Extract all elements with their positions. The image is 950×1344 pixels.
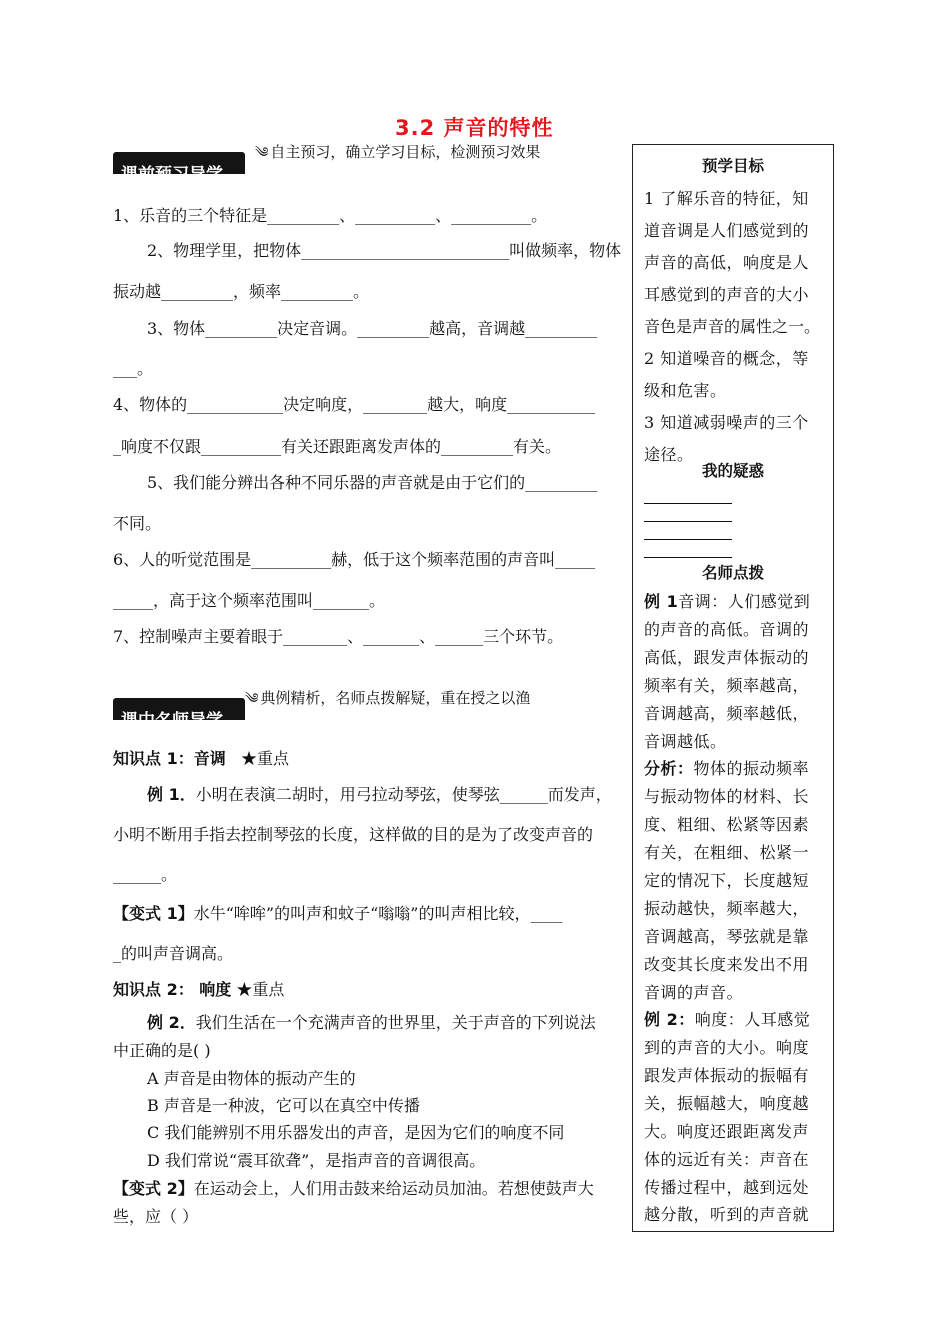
variant-2-line1 [113,1176,594,1199]
tip-line: 定的情况下，长度越短 [644,871,810,890]
tips-heading: 名师点拨 [701,564,764,582]
tip-text: 响度：人耳感觉 [694,1010,811,1029]
doubt-blank-line [644,557,732,558]
var1-label: 【变式 1】 [113,904,194,923]
goal-line: 途径。 [644,445,694,464]
goal-line: 3 知道减弱噪声的三个 [644,413,809,432]
tip-line: 改变其长度来发出不用 [644,955,810,974]
example-1-line1 [147,782,612,805]
example-2-line1 [147,1010,596,1033]
tip-line [644,1007,810,1030]
tip-line: 与振动物体的材料、长 [644,787,810,806]
tip-line: 的声音的高低。音调的 [644,620,810,639]
knowledge-point-1 [113,746,289,769]
banner-class-tag [245,682,530,722]
page-title: 3.2 声音的特性 [395,116,554,140]
ex2-text1: 我们生活在一个充满声音的世界里，关于声音的下列说法 [195,1013,596,1032]
banner-preview-text: 自主预习，确立学习目标，检测预习效果 [270,143,541,161]
goals-heading: 预学目标 [701,157,764,175]
variant-1-line1 [113,901,562,924]
var2-label: 【变式 2】 [113,1179,194,1198]
kp1-key-mark: ★重点 [240,749,289,768]
tip-line: 到的声音的大小。响度 [644,1038,810,1057]
tip-text: 物体的振动频率 [693,759,810,778]
example-1-line3: ______。 [113,865,178,884]
variant-2-line2: 些，应（ ） [113,1207,199,1226]
tip-line: 音调越高，频率越低， [644,704,810,723]
section-bar-class: 课中名师导学 [113,698,245,720]
example-2-option-c: C 我们能辨别不用乐器发出的声音，是因为它们的响度不同 [147,1123,565,1142]
preview-q2: 2、物理学里，把物体__________________________叫做频率，物体 [147,241,622,260]
preview-q3: 3、物体_________决定音调。_________越高，音调越_________ [147,319,598,338]
goal-line: 声音的高低，响度是人 [644,253,810,272]
doubt-blank-line [644,521,732,522]
tip-line: 大。响度还跟距离发声 [644,1122,810,1141]
tip-line: 越分散，听到的声音就 [644,1205,810,1224]
goal-line: 道音调是人们感觉到的 [644,221,810,240]
knowledge-point-2 [113,977,284,1000]
example-2-option-a: A 声音是由物体的振动产生的 [147,1069,356,1088]
tip-line: 振动越快，频率越大， [644,899,810,918]
tip-line: 体的远近有关：声音在 [644,1150,810,1169]
example-2-option-b: B 声音是一种波，它可以在真空中传播 [147,1096,420,1115]
scroll-ornament-icon: ༄ [245,691,259,707]
doubt-blank-line [644,503,732,504]
example-2-line2: 中正确的是( ) [113,1041,211,1060]
tip-line: 高低，跟发声体振动的 [644,648,810,667]
tip-line [644,756,809,779]
goal-line: 耳感觉到的声音的大小 [644,285,810,304]
goal-line: 音色是声音的属性之一。 [644,317,821,336]
tip-text: 音调：人们感觉到 [678,592,811,611]
banner-class-text: 典例精析，名师点拨解疑，重在授之以渔 [260,689,531,707]
preview-q4-cont: _响度不仅跟__________有关还跟距离发声体的_________有关。 [113,437,562,456]
goal-line: 1 了解乐音的特征，知 [644,189,809,208]
tip-label: 分析： [644,759,694,778]
ex1-label: 例 1． [147,785,196,804]
tip-line: 音调的声音。 [644,983,744,1002]
preview-q4: 4、物体的____________决定响度，________越大，响度___________ [113,395,596,414]
doubt-blank-line [644,539,732,540]
tip-line [644,589,810,612]
tip-line: 频率有关，频率越高， [644,676,810,695]
tip-line: 音调越高，琴弦就是靠 [644,927,810,946]
doubts-heading: 我的疑惑 [701,462,764,480]
kp2-label: 知识点 2： 响度 [113,980,232,999]
preview-q1: 1、乐音的三个特征是_________、__________、__________。 [113,206,548,225]
preview-q7: 7、控制噪声主要着眼于________、_______、______三个环节。 [113,627,564,646]
tip-line: 有关，在粗细、松紧一 [644,843,810,862]
tip-label: 例 2： [644,1010,695,1029]
section-bar-preview: 课前预习导学 [113,152,245,174]
ex1-text1: 小明在表演二胡时，用弓拉动琴弦，使琴弦______而发声， [195,785,612,804]
example-1-line2: 小明不断用手指去控制琴弦的长度，这样做的目的是为了改变声音的 [113,825,594,844]
scroll-ornament-icon: ༄ [255,145,269,161]
kp2-key-mark: ★重点 [236,980,285,999]
kp1-label: 知识点 1：音调 [113,749,226,768]
preview-q2-cont: 振动越_________，频率_________。 [113,282,370,301]
example-2-option-d: D 我们常说“震耳欲聋”，是指声音的音调很高。 [147,1151,486,1170]
preview-q5: 5、我们能分辨出各种不同乐器的声音就是由于它们的_________ [147,473,598,492]
tip-line: 度、粗细、松紧等因素 [644,815,810,834]
tip-label: 例 1 [644,592,679,611]
goal-line: 级和危害。 [644,381,727,400]
tip-line: 音调越低。 [644,732,727,751]
ex2-label: 例 2． [147,1013,196,1032]
tip-line: 传播过程中，越到远处 [644,1178,810,1197]
banner-preview-tag [255,136,540,176]
preview-q5-cont: 不同。 [113,514,162,533]
var2-text1: 在运动会上，人们用击鼓来给运动员加油。若想使鼓声大 [193,1179,594,1198]
tip-line: 关，振幅越大，响度越 [644,1094,810,1113]
goal-line: 2 知道噪音的概念，等 [644,349,809,368]
preview-q6: 6、人的听觉范围是__________赫，低于这个频率范围的声音叫_____ [113,550,596,569]
preview-q6-cont: _____，高于这个频率范围叫_______。 [113,591,386,610]
variant-1-line2: _的叫声音调高。 [113,944,234,963]
var1-text1: 水牛“哞哞”的叫声和蚊子“嗡嗡”的叫声相比较，____ [193,904,563,923]
preview-q3-cont: ___。 [113,359,154,378]
tip-line: 跟发声体振动的振幅有 [644,1066,810,1085]
